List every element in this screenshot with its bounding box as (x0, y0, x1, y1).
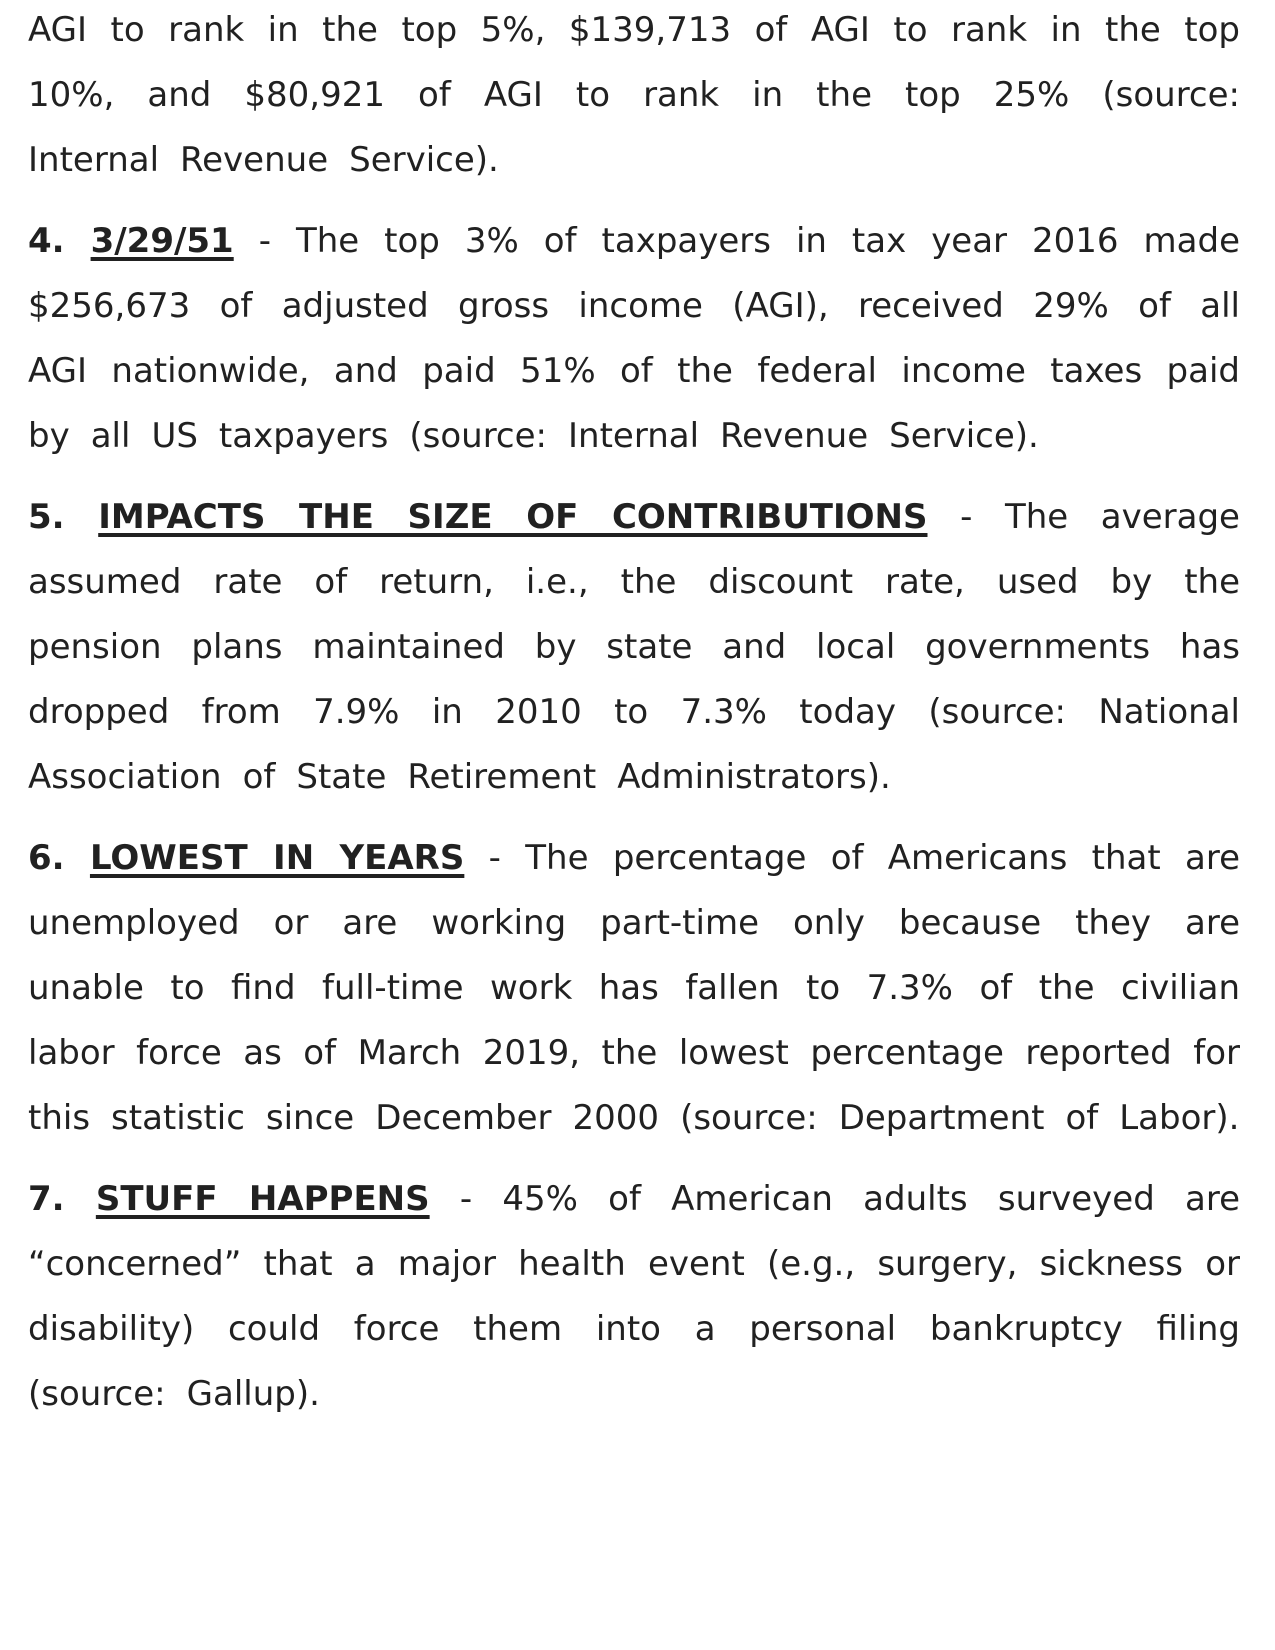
list-item-7 (28, 1167, 1240, 1427)
item-6-body: - The percentage of Americans that are unemployed or are working part-time only because they are unable to find full-time work has fallen to 7.3% of the civilian labor force as of March 2019, the lowest percentage reported for this statistic since December 2000 (source: Department of Labor). (28, 838, 1240, 1138)
intro-text: AGI to rank in the top 5%, $139,713 of AGI to rank in the top 10%, and $80,921 of AGI to rank in the top 25% (source: Internal Revenue Service). (28, 10, 1240, 180)
item-4-heading: 3/29/51 (90, 221, 234, 261)
item-7-number: 7. (28, 1179, 96, 1219)
item-5-number: 5. (28, 497, 99, 537)
list-item-4 (28, 209, 1240, 469)
intro-paragraph (28, 0, 1240, 193)
list-item-6 (28, 826, 1240, 1151)
item-7-heading: STUFF HAPPENS (95, 1179, 430, 1219)
item-4-number: 4. (28, 221, 91, 261)
item-7-body: - 45% of American adults surveyed are “concerned” that a major health event (e.g., surgery, sickness or disability) could force them into a personal bankruptcy filing (source: Gallup). (28, 1179, 1240, 1414)
item-5-body: - The average assumed rate of return, i.e., the discount rate, used by the pension plans maintained by state and local governments has dropped from 7.9% in 2010 to 7.3% today (source: National Association of State Retirement Administrators). (28, 497, 1240, 797)
item-4-body: - The top 3% of taxpayers in tax year 2016 made $256,673 of adjusted gross income (AGI), received 29% of all AGI nationwide, and paid 51% of the federal income taxes paid by all US taxpayers (source: Internal Revenue Service). (28, 221, 1240, 456)
item-6-heading: LOWEST IN YEARS (89, 838, 465, 878)
list-item-5 (28, 485, 1240, 810)
item-6-number: 6. (28, 838, 90, 878)
item-5-heading: IMPACTS THE SIZE OF CONTRIBUTIONS (98, 497, 928, 537)
